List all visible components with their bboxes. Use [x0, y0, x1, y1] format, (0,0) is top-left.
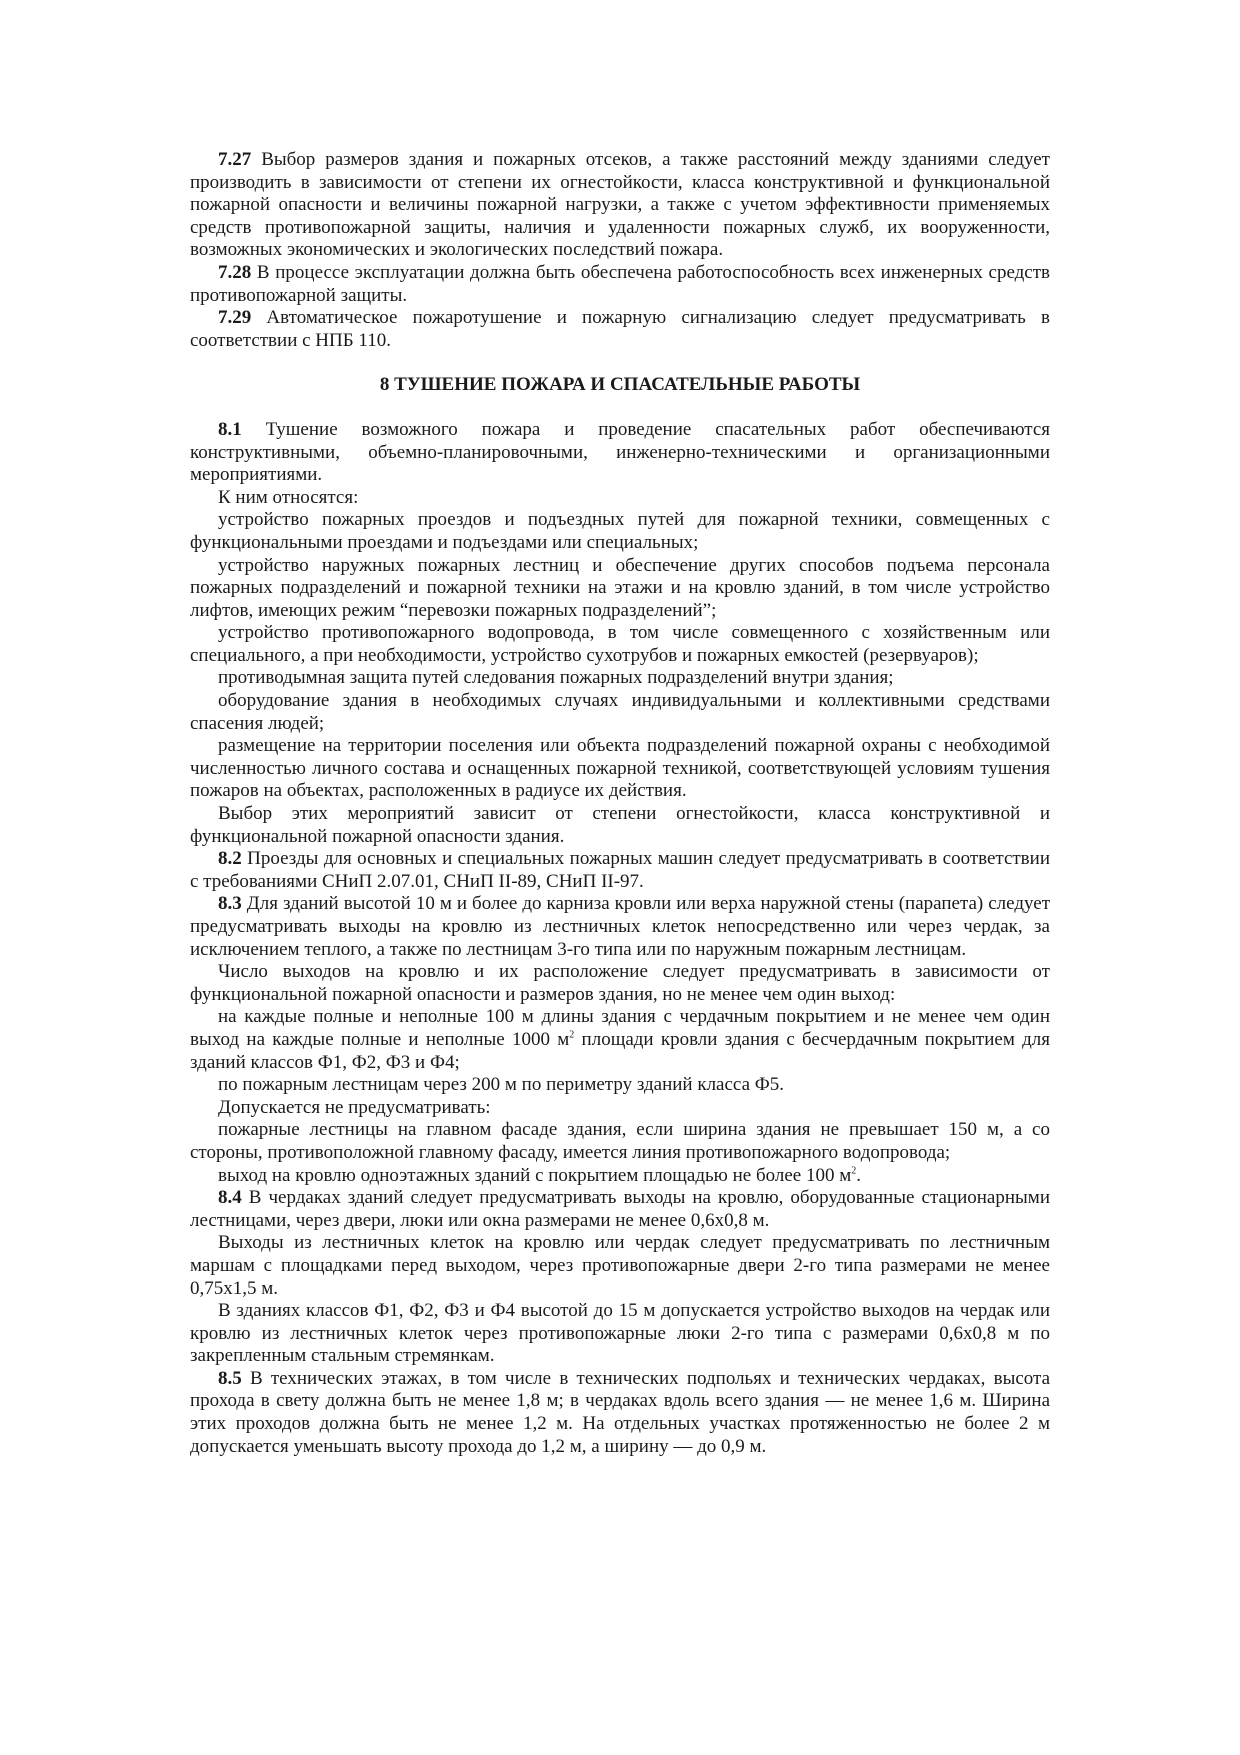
paragraph-7-29: [190, 307, 1050, 352]
paragraph: Допускается не предусматривать:: [218, 1096, 491, 1118]
list-paragraph: оборудование здания в необходимых случаях индивидуальными и коллективными средствами спасения людей;: [190, 690, 1050, 734]
paragraph-text: Выбор размеров здания и пожарных отсеков, а также расстояний между зданиями следует производить в зависимости от степени их огнестойкости, класса конструктивной и функциональной пожарной опасности и величины пожарной нагрузки, а также с учетом эффективности применяемых средств противопожарной защиты, наличия и удаленности пожарных служб, их вооруженности, возможных экономических и экологических последствий пожара.: [190, 149, 1050, 261]
clause-number: 8.3: [218, 893, 242, 915]
paragraph-8-2: [190, 848, 1050, 893]
list-paragraph: устройство наружных пожарных лестниц и обеспечение других способов подъема персонала пожарных подразделений и пожарной техники на этажи и на кровлю зданий, в том числе устройство лифтов, имеющих режим “перевозки пожарных подразделений”;: [190, 554, 1050, 621]
list-paragraph: [190, 1165, 1050, 1188]
paragraph-text: В чердаках зданий следует предусматривать выходы на кровлю, оборудованные стационарными лестницами, через двери, люки или окна размерами не менее 0,6х0,8 м.: [190, 1187, 1050, 1231]
list-paragraph: противодымная защита путей следования пожарных подразделений внутри здания;: [218, 667, 894, 689]
paragraph-8-5: [190, 1368, 1050, 1458]
paragraph-text-continued: .: [856, 1164, 861, 1186]
paragraph: Выходы из лестничных клеток на кровлю или чердак следует предусматривать по лестничным маршам с площадками перед выходом, через противопожарные двери 2-го типа размерами не менее 0,75х1,5 м.: [190, 1232, 1050, 1299]
paragraph-7-27: [190, 149, 1050, 262]
paragraph: К ним относятся:: [218, 486, 359, 508]
paragraph-text-continued: площади кровли здания с бесчердачным покрытием для зданий классов Ф1, Ф2, Ф3 и Ф4;: [190, 1028, 1050, 1073]
clause-number: 7.29: [218, 307, 252, 329]
paragraph-text: В технических этажах, в том числе в технических подпольях и технических чердаках, высота прохода в свету должна быть не менее 1,8 м; в чердаках вдоль всего здания — не менее 1,6 м. Ширина этих проходов должна быть не менее 1,2 м. На отдельных участках протяженностью не более 2 м допускается уменьшать высоту прохода до 1,2 м, а ширину — до 0,9 м.: [190, 1367, 1050, 1457]
clause-number: 8.4: [218, 1187, 242, 1209]
superscript: 2: [851, 1165, 857, 1177]
paragraph-text: Тушение возможного пожара и проведение спасательных работ обеспечиваются конструктивными, объемно-планировочными, инженерно-техническими и организационными мероприятиями.: [190, 418, 1050, 486]
clause-number: 7.28: [218, 261, 252, 283]
paragraph: В зданиях классов Ф1, Ф2, Ф3 и Ф4 высотой до 15 м допускается устройство выходов на чердак или кровлю из лестничных клеток через противопожарные люки 2-го типа с размерами 0,6х0,8 м по закрепленным стальным стремянкам.: [190, 1300, 1050, 1367]
document-page: [190, 149, 1050, 1458]
list-paragraph: устройство пожарных проездов и подъездных путей для пожарной техники, совмещенных с функциональными проездами и подъездами или специальных;: [190, 509, 1050, 553]
list-paragraph: по пожарным лестницам через 200 м по периметру зданий класса Ф5.: [218, 1074, 785, 1096]
paragraph: Число выходов на кровлю и их расположение следует предусматривать в зависимости от функциональной пожарной опасности и размеров здания, но не менее чем один выход:: [190, 961, 1050, 1005]
section-heading: 8 ТУШЕНИЕ ПОЖАРА И СПАСАТЕЛЬНЫЕ РАБОТЫ: [379, 374, 861, 396]
list-paragraph: устройство противопожарного водопровода, в том числе совмещенного с хозяйственным или специального, а при необходимости, устройство сухотрубов и пожарных емкостей (резервуаров);: [190, 622, 1050, 666]
section-8-paragraphs: [190, 419, 1050, 1458]
paragraph-text: на каждые полные и неполные 100 м длины здания с чердачным покрытием и не менее чем один выход на каждые полные и неполные 1000 м: [190, 1006, 1050, 1050]
superscript: 2: [569, 1029, 575, 1041]
paragraph-8-1: [190, 419, 1050, 487]
paragraph-text: Проезды для основных и специальных пожарных машин следует предусматривать в соответствии с требованиями СНиП 2.07.01, СНиП II-89, СНиП II-97.: [190, 848, 1050, 892]
paragraph-7-28: [190, 262, 1050, 307]
paragraph-8-3: [190, 893, 1050, 961]
paragraph-text: Для зданий высотой 10 м и более до карниза кровли или верха наружной стены (парапета) следует предусматривать выходы на кровлю из лестничных клеток непосредственно или через чердак, за исключением теплого, а также по лестницам 3-го типа или по наружным пожарным лестницам.: [190, 893, 1050, 960]
clause-number: 7.27: [218, 149, 252, 170]
list-paragraph: [190, 1006, 1050, 1074]
paragraph-text: выход на кровлю одноэтажных зданий с покрытием площадью не более 100 м: [218, 1164, 852, 1186]
list-paragraph: размещение на территории поселения или объекта подразделений пожарной охраны с необходимой численностью личного состава и оснащенных пожарной техникой, соответствующей условиям тушения пожаров на объектах, расположенных в радиусе их действия.: [190, 735, 1050, 802]
list-paragraph: пожарные лестницы на главном фасаде здания, если ширина здания не превышает 150 м, а со стороны, противоположной главному фасаду, имеется линия противопожарного водопровода;: [190, 1119, 1050, 1163]
clause-number: 8.5: [218, 1367, 242, 1389]
clause-number: 8.2: [218, 848, 242, 870]
paragraph-8-4: [190, 1187, 1050, 1232]
paragraph: Выбор этих мероприятий зависит от степени огнестойкости, класса конструктивной и функциональной пожарной опасности здания.: [190, 803, 1050, 847]
clause-number: 8.1: [218, 418, 242, 440]
paragraph-text: В процессе эксплуатации должна быть обеспечена работоспособность всех инженерных средств противопожарной защиты.: [190, 261, 1050, 306]
section-7-paragraphs: [190, 149, 1050, 352]
paragraph-text: Автоматическое пожаротушение и пожарную сигнализацию следует предусматривать в соответствии с НПБ 110.: [190, 307, 1050, 351]
